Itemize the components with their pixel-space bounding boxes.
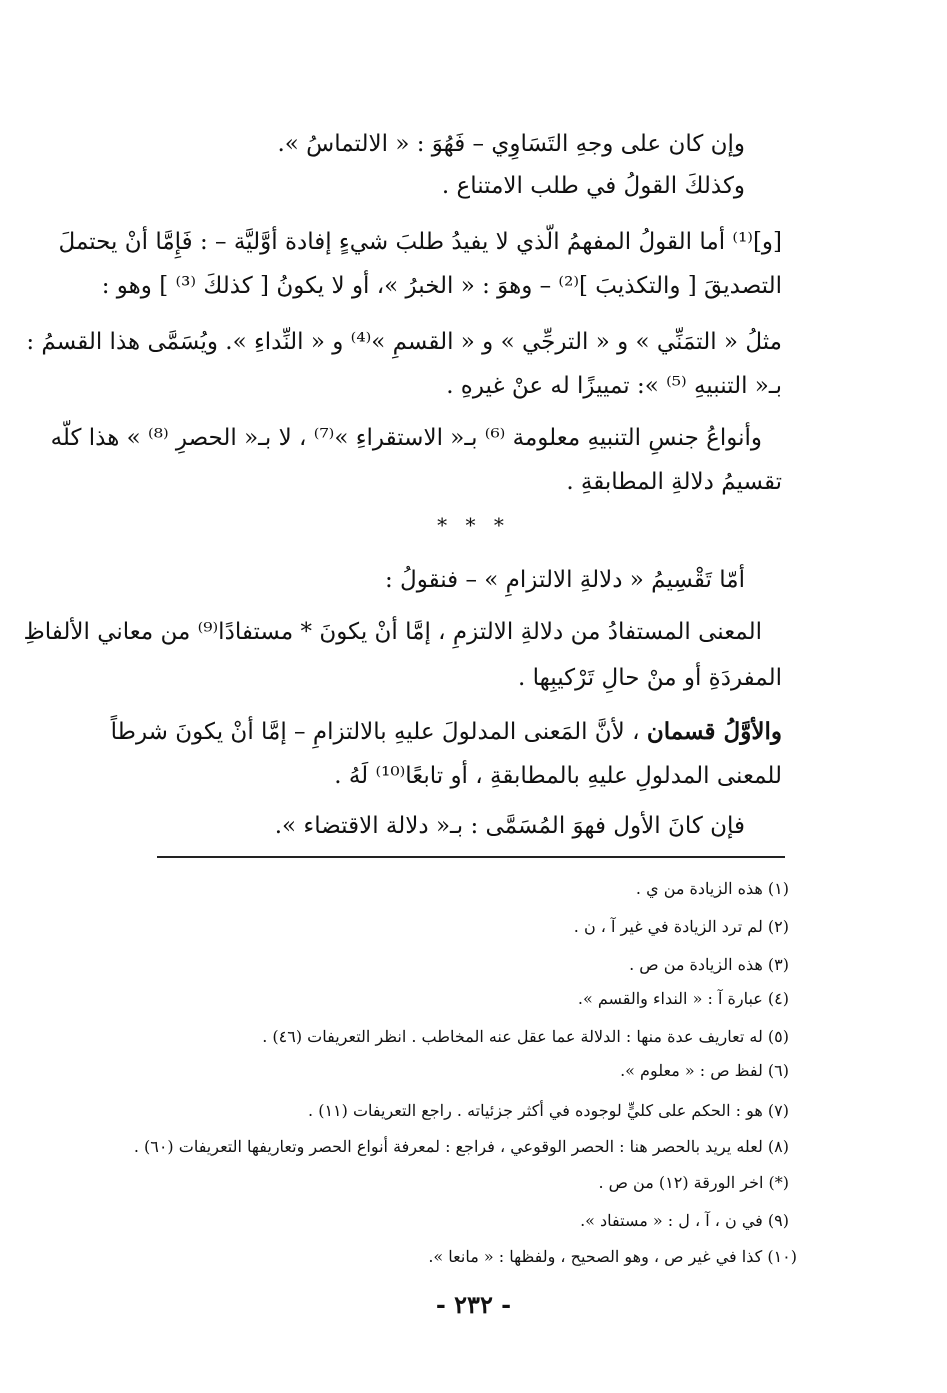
body-line-8: تقسيمُ دلالةِ المطابقةِ . (566, 469, 782, 495)
body-line-13: للمعنى المدلولِ عليهِ بالمطابقةِ ، أو تابعًا⁽¹⁰⁾ لَهُ . (334, 763, 782, 789)
body-line-3: [و]⁽¹⁾ أما القولُ المفهمُ الّذي لا يفيدُ طلبَ شيءٍ إفادة أوَّليَّة – : فَإِمَّا أنْ يحتملَ (58, 229, 782, 255)
bold-phrase: والأوَّلُ قسمان (646, 718, 782, 745)
body-line-9: أمّا تَقْسِيمُ « دلالةِ الالتزامِ » – فنقولُ : (384, 567, 745, 593)
footnote-4: (٤) عبارة آ : « النداء والقسم ». (577, 989, 789, 1008)
body-line-4: التصديقَ [ والتكذيبَ ]⁽²⁾ – وهوَ : « الخبرُ »، أو لا يكونُ [ كذلكَ ⁽³⁾ ] وهو : (101, 273, 782, 299)
section-separator-stars: * * * (437, 513, 510, 537)
body-line-11: المفردَةِ أو منْ حالِ تَرْكيبِها . (518, 665, 782, 691)
footnote-3: (٣) هذه الزيادة من ص . (629, 955, 789, 974)
body-line-14: فإن كانَ الأول فهوَ المُسَمَّى : بـ« دلالة الاقتضاء ». (274, 813, 745, 839)
body-line-12 (110, 712, 782, 752)
footnote-7: (٧) هو : الحكم على كليٍّ لوجوده في أكثر جزئياته . راجع التعريفات (١١) . (308, 1101, 789, 1120)
body-line-5: مثلُ « التمَنِّي » و « الترجِّي » و « القسمِ »⁽⁴⁾ و « النِّداءِ ». ويُسَمَّى هذا القسمُ : (26, 329, 782, 355)
footnote-9: (*) اخر الورقة (١٢) من ص . (598, 1173, 789, 1192)
page-number: - ٢٣٢ - (435, 1290, 512, 1319)
body-line-10: المعنى المستفادُ من دلالةِ الالتزمِ ، إمَّا أنْ يكونَ * مستفادًا⁽⁹⁾ من معاني الألفاظِ (23, 619, 762, 645)
body-line-6: بـ« التنبيهِ ⁽⁵⁾ »: تمييزًا له عنْ غيرهِ . (446, 373, 782, 399)
body-line-7: وأنواعُ جنسِ التنبيهِ معلومة ⁽⁶⁾ بـ« الاستقراءِ »⁽⁷⁾ ، لا بـ« الحصرِ ⁽⁸⁾ » هذا كلّه (50, 425, 762, 451)
footnote-8: (٨) لعله يريد بالحصر هنا : الحصر الوقوعي ، فراجع : لمعرفة أنواع الحصر وتعاريفها التعريفات (٦٠) . (133, 1137, 789, 1156)
footnote-2: (٢) لم ترد الزيادة في غير آ ، ن . (573, 917, 789, 936)
footnote-separator (157, 856, 785, 858)
footnote-11: (١٠) كذا في غير ص ، وهو الصحيح ، ولفظها : « مانعا ». (428, 1247, 797, 1266)
body-line-12-rest: ، لأنَّ المَعنى المدلولَ عليهِ بالالتزامِ – إمَّا أنْ يكونَ شرطاً (110, 719, 647, 745)
body-line-1: وإن كان على وجهِ التَسَاوِي – فَهُوَ : « الالتماسُ ». (277, 131, 745, 157)
footnote-6: (٦) لفظ ص : « معلوم ». (620, 1061, 789, 1080)
body-line-2: وكذلكَ القولُ في طلب الامتناع . (441, 173, 745, 199)
footnote-5: (٥) له تعاريف عدة منها : الدلالة عما عقل عنه المخاطب . انظر التعريفات (٤٦) . (262, 1027, 789, 1046)
footnote-10: (٩) في ن ، آ ، ل : « مستفاد ». (580, 1211, 789, 1230)
footnote-1: (١) هذه الزيادة من ي . (635, 879, 789, 898)
